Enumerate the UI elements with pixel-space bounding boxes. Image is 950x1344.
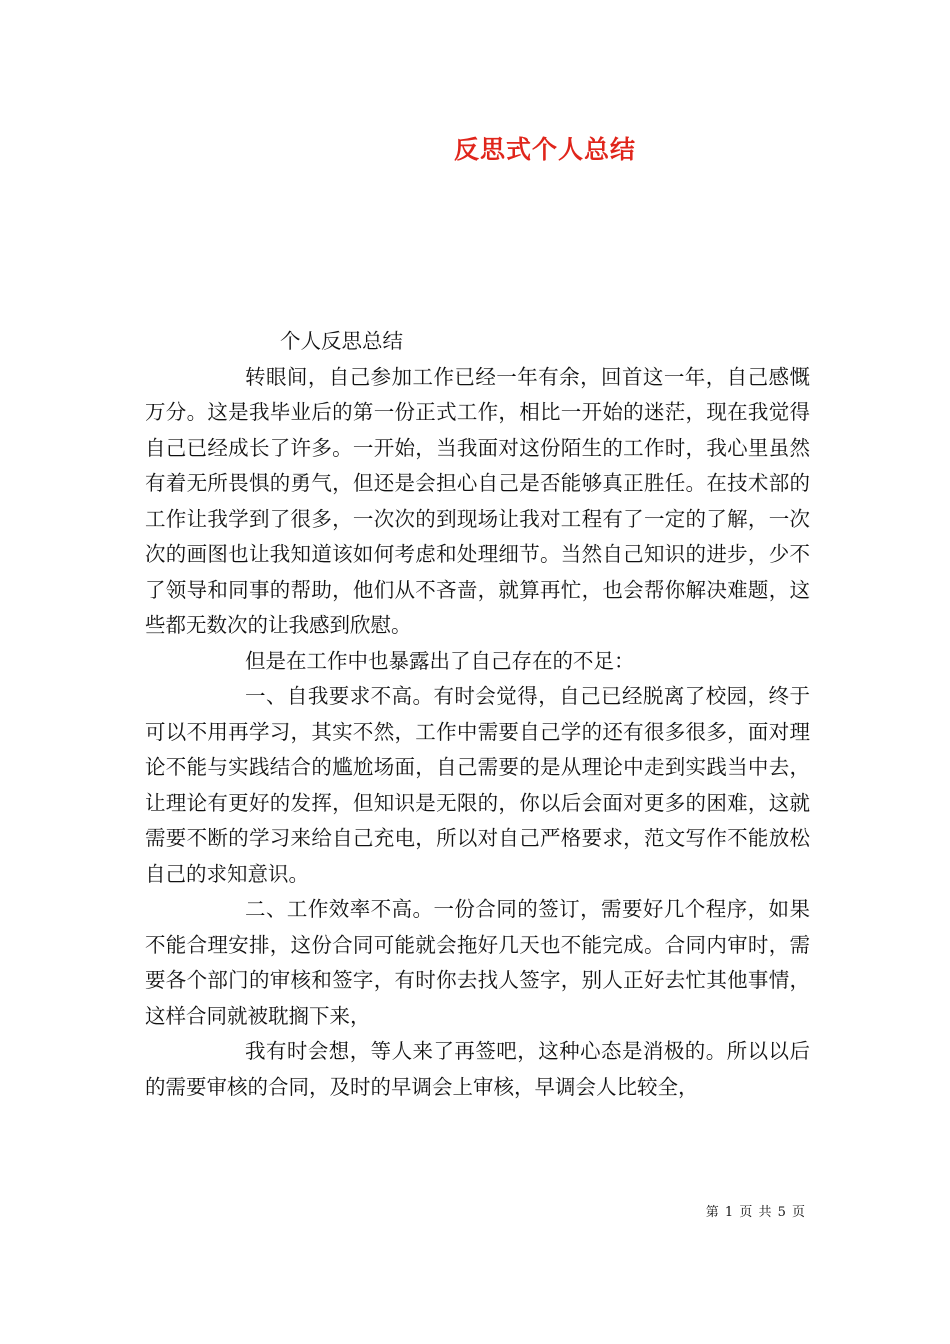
section-subtitle: 个人反思总结 — [280, 329, 403, 353]
document-body — [145, 324, 810, 1105]
paragraph-continuation: 我有时会想，等人来了再签吧，这种心态是消极的。所以以后的需要审核的合同，及时的早调会上审核，早调会人比较全， — [145, 1039, 810, 1099]
page-number-footer: 第 1 页 共 5 页 — [705, 1205, 806, 1220]
paragraph-point-one: 一、自我要求不高。有时会觉得，自己已经脱离了校园，终于可以不用再学习，其实不然，工作中需要自己学的还有很多很多，面对理论不能与实践结合的尴尬场面，自己需要的是从理论中走到实践当中去，让理论有更好的发挥，但知识是无限的，你以后会面对更多的困难，这就需要不断的学习来给自己充电，所以对自己严格要求，范文写作不能放松自己的求知意识。 — [145, 684, 810, 886]
paragraph-shortcomings-intro: 但是在工作中也暴露出了自己存在的不足： — [245, 648, 635, 673]
paragraph-intro: 转眼间，自己参加工作已经一年有余，回首这一年，自己感慨万分。这是我毕业后的第一份正式工作，相比一开始的迷茫，现在我觉得自己已经成长了许多。一开始，当我面对这份陌生的工作时，我心里虽然有着无所畏惧的勇气，但还是会担心自己是否能够真正胜任。在技术部的工作让我学到了很多，一次次的到现场让我对工程有了一定的了解，一次次的画图也让我知道该如何考虑和处理细节。当然自己知识的进步，少不了领导和同事的帮助，他们从不吝啬，就算再忙，也会帮你解决难题，这些都无数次的让我感到欣慰。 — [145, 364, 810, 637]
document-title: 反思式个人总结 — [453, 135, 636, 164]
paragraph-point-two: 二、工作效率不高。一份合同的签订，需要好几个程序，如果不能合理安排，这份合同可能就会拖好几天也不能完成。合同内审时，需要各个部门的审核和签字，有时你去找人签字，别人正好去忙其他事情，这样合同就被耽搁下来， — [145, 897, 810, 1028]
